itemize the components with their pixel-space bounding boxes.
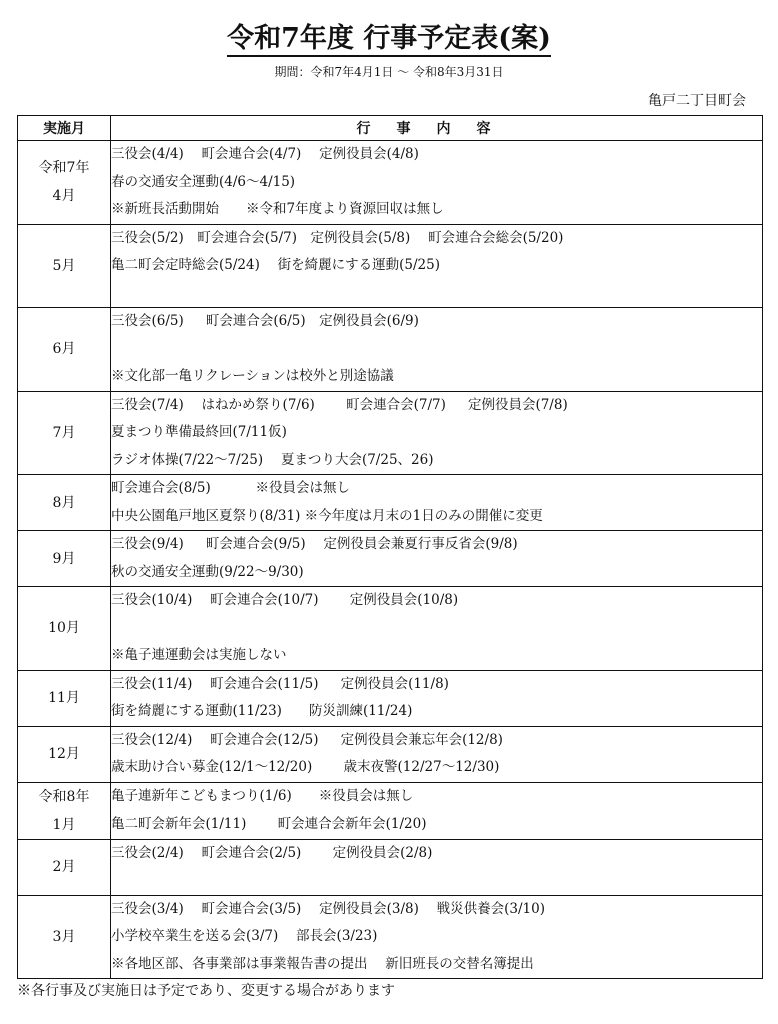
event-line — [111, 615, 762, 643]
event-line: 小学校卒業生を送る会(3/7) 部長会(3/23) — [111, 928, 378, 944]
month-cell — [18, 782, 111, 839]
month-label: 6月 — [52, 341, 76, 358]
month-label: 11月 — [48, 690, 80, 706]
event-line: 亀二町会定時総会(5/24) 街を綺麗にする運動(5/25) — [111, 257, 440, 273]
month-label: 5月 — [52, 257, 76, 274]
event-content-cell — [111, 895, 763, 979]
event-line: 町会連合会(8/5) ※役員会は無し — [111, 480, 351, 496]
event-content-cell — [111, 839, 763, 895]
month-cell — [18, 895, 111, 979]
event-content-cell — [111, 531, 763, 587]
month-cell — [18, 531, 111, 587]
event-content-cell — [111, 587, 763, 671]
month-label: 令和7年 — [38, 160, 90, 177]
table-row — [18, 670, 763, 726]
event-line: 三役会(11/4) 町会連合会(11/5) 定例役員会(11/8) — [111, 675, 449, 692]
month-cell — [18, 141, 111, 225]
event-line: 亀二町会新年会(1/11) 町会連合会新年会(1/20) — [111, 815, 427, 832]
month-label: 1月 — [52, 816, 76, 833]
event-line: 三役会(2/4) 町会連合会(2/5) 定例役員会(2/8) — [111, 844, 433, 861]
month-label: 令和8年 — [38, 788, 90, 805]
month-label: 12月 — [48, 746, 80, 762]
schedule-table — [17, 115, 763, 979]
event-line — [111, 336, 762, 364]
header-row — [18, 116, 763, 141]
month-label: 9月 — [52, 550, 76, 567]
event-content-cell — [111, 141, 763, 225]
column-header-content: 行事内容 — [111, 116, 763, 141]
event-line — [111, 280, 762, 308]
table-row — [18, 587, 763, 671]
page-title — [0, 22, 778, 56]
month-cell — [18, 587, 111, 671]
table-row — [18, 391, 763, 475]
month-label: 2月 — [52, 859, 76, 875]
event-line — [111, 867, 762, 895]
event-line: 三役会(9/4) 町会連合会(9/5) 定例役員会兼夏行事反省会(9/8) — [111, 536, 518, 552]
event-line: 三役会(3/4) 町会連合会(3/5) 定例役員会(3/8) 戦災供養会(3/10) — [111, 900, 546, 917]
event-line: ※文化部一亀リクレーションは校外と別途協議 — [111, 368, 394, 384]
table-row — [18, 726, 763, 782]
event-line: 亀子連新年こどもまつり(1/6) ※役員会は無し — [111, 788, 414, 804]
page-title-text: 令和7年度 行事予定表(案) — [227, 23, 551, 57]
organization-name: 亀戸二丁目町会 — [648, 93, 746, 109]
event-line: 三役会(6/5) 町会連合会(6/5) 定例役員会(6/9) — [111, 313, 419, 329]
event-line: 街を綺麗にする運動(11/23) 防災訓練(11/24) — [111, 703, 413, 719]
event-line: 三役会(4/4) 町会連合会(4/7) 定例役員会(4/8) — [111, 146, 419, 162]
month-cell — [18, 224, 111, 308]
month-cell — [18, 308, 111, 392]
event-content-cell — [111, 670, 763, 726]
month-cell — [18, 670, 111, 726]
event-content-cell — [111, 475, 763, 531]
event-line: 歳末助け合い募金(12/1～12/20) 歳末夜警(12/27～12/30) — [111, 759, 500, 775]
event-line: ※各地区部、各事業部は事業報告書の提出 新旧班長の交替名簿提出 — [111, 955, 534, 972]
event-content-cell — [111, 391, 763, 475]
column-header-month: 実施月 — [18, 116, 111, 141]
event-content-cell — [111, 224, 763, 308]
event-line: ラジオ体操(7/22～7/25) 夏まつり大会(7/25、26) — [111, 451, 434, 468]
event-content-cell — [111, 308, 763, 392]
event-line: 三役会(10/4) 町会連合会(10/7) 定例役員会(10/8) — [111, 592, 459, 608]
event-line: 三役会(7/4) はねかめ祭り(7/6) 町会連合会(7/7) 定例役員会(7/8) — [111, 396, 568, 413]
table-row — [18, 475, 763, 531]
event-line: 中央公園亀戸地区夏祭り(8/31) ※今年度は月末の1日のみの開催に変更 — [111, 507, 543, 524]
event-line: 三役会(5/2) 町会連合会(5/7) 定例役員会(5/8) 町会連合会総会(5/20) — [111, 229, 564, 246]
event-content-cell — [111, 726, 763, 782]
table-row — [18, 224, 763, 308]
event-line: ※新班長活動開始 ※令和7年度より資源回収は無し — [111, 201, 444, 217]
month-label: 3月 — [52, 928, 76, 945]
table-row — [18, 308, 763, 392]
month-label: 10月 — [48, 620, 80, 637]
table-row — [18, 531, 763, 587]
event-line: ※亀子連運動会は実施しない — [111, 647, 287, 663]
month-cell — [18, 391, 111, 475]
footnote: ※各行事及び実施日は予定であり、変更する場合があります — [17, 983, 395, 999]
event-line: 秋の交通安全運動(9/22～9/30) — [111, 563, 304, 580]
table-row — [18, 839, 763, 895]
table-row — [18, 895, 763, 979]
schedule-body — [18, 141, 763, 979]
event-line: 春の交通安全運動(4/6～4/15) — [111, 173, 296, 190]
month-cell — [18, 726, 111, 782]
month-label: 7月 — [52, 424, 76, 441]
event-content-cell — [111, 782, 763, 839]
schedule-period: 期間：令和7年4月1日 ～ 令和8年3月31日 — [274, 65, 504, 79]
month-cell — [18, 839, 111, 895]
table-row — [18, 141, 763, 225]
month-label: 8月 — [52, 494, 76, 511]
month-label: 4月 — [52, 188, 76, 205]
month-cell — [18, 475, 111, 531]
event-line: 夏まつり準備最終回(7/11仮) — [111, 424, 287, 440]
table-row — [18, 782, 763, 839]
event-line: 三役会(12/4) 町会連合会(12/5) 定例役員会兼忘年会(12/8) — [111, 731, 503, 748]
